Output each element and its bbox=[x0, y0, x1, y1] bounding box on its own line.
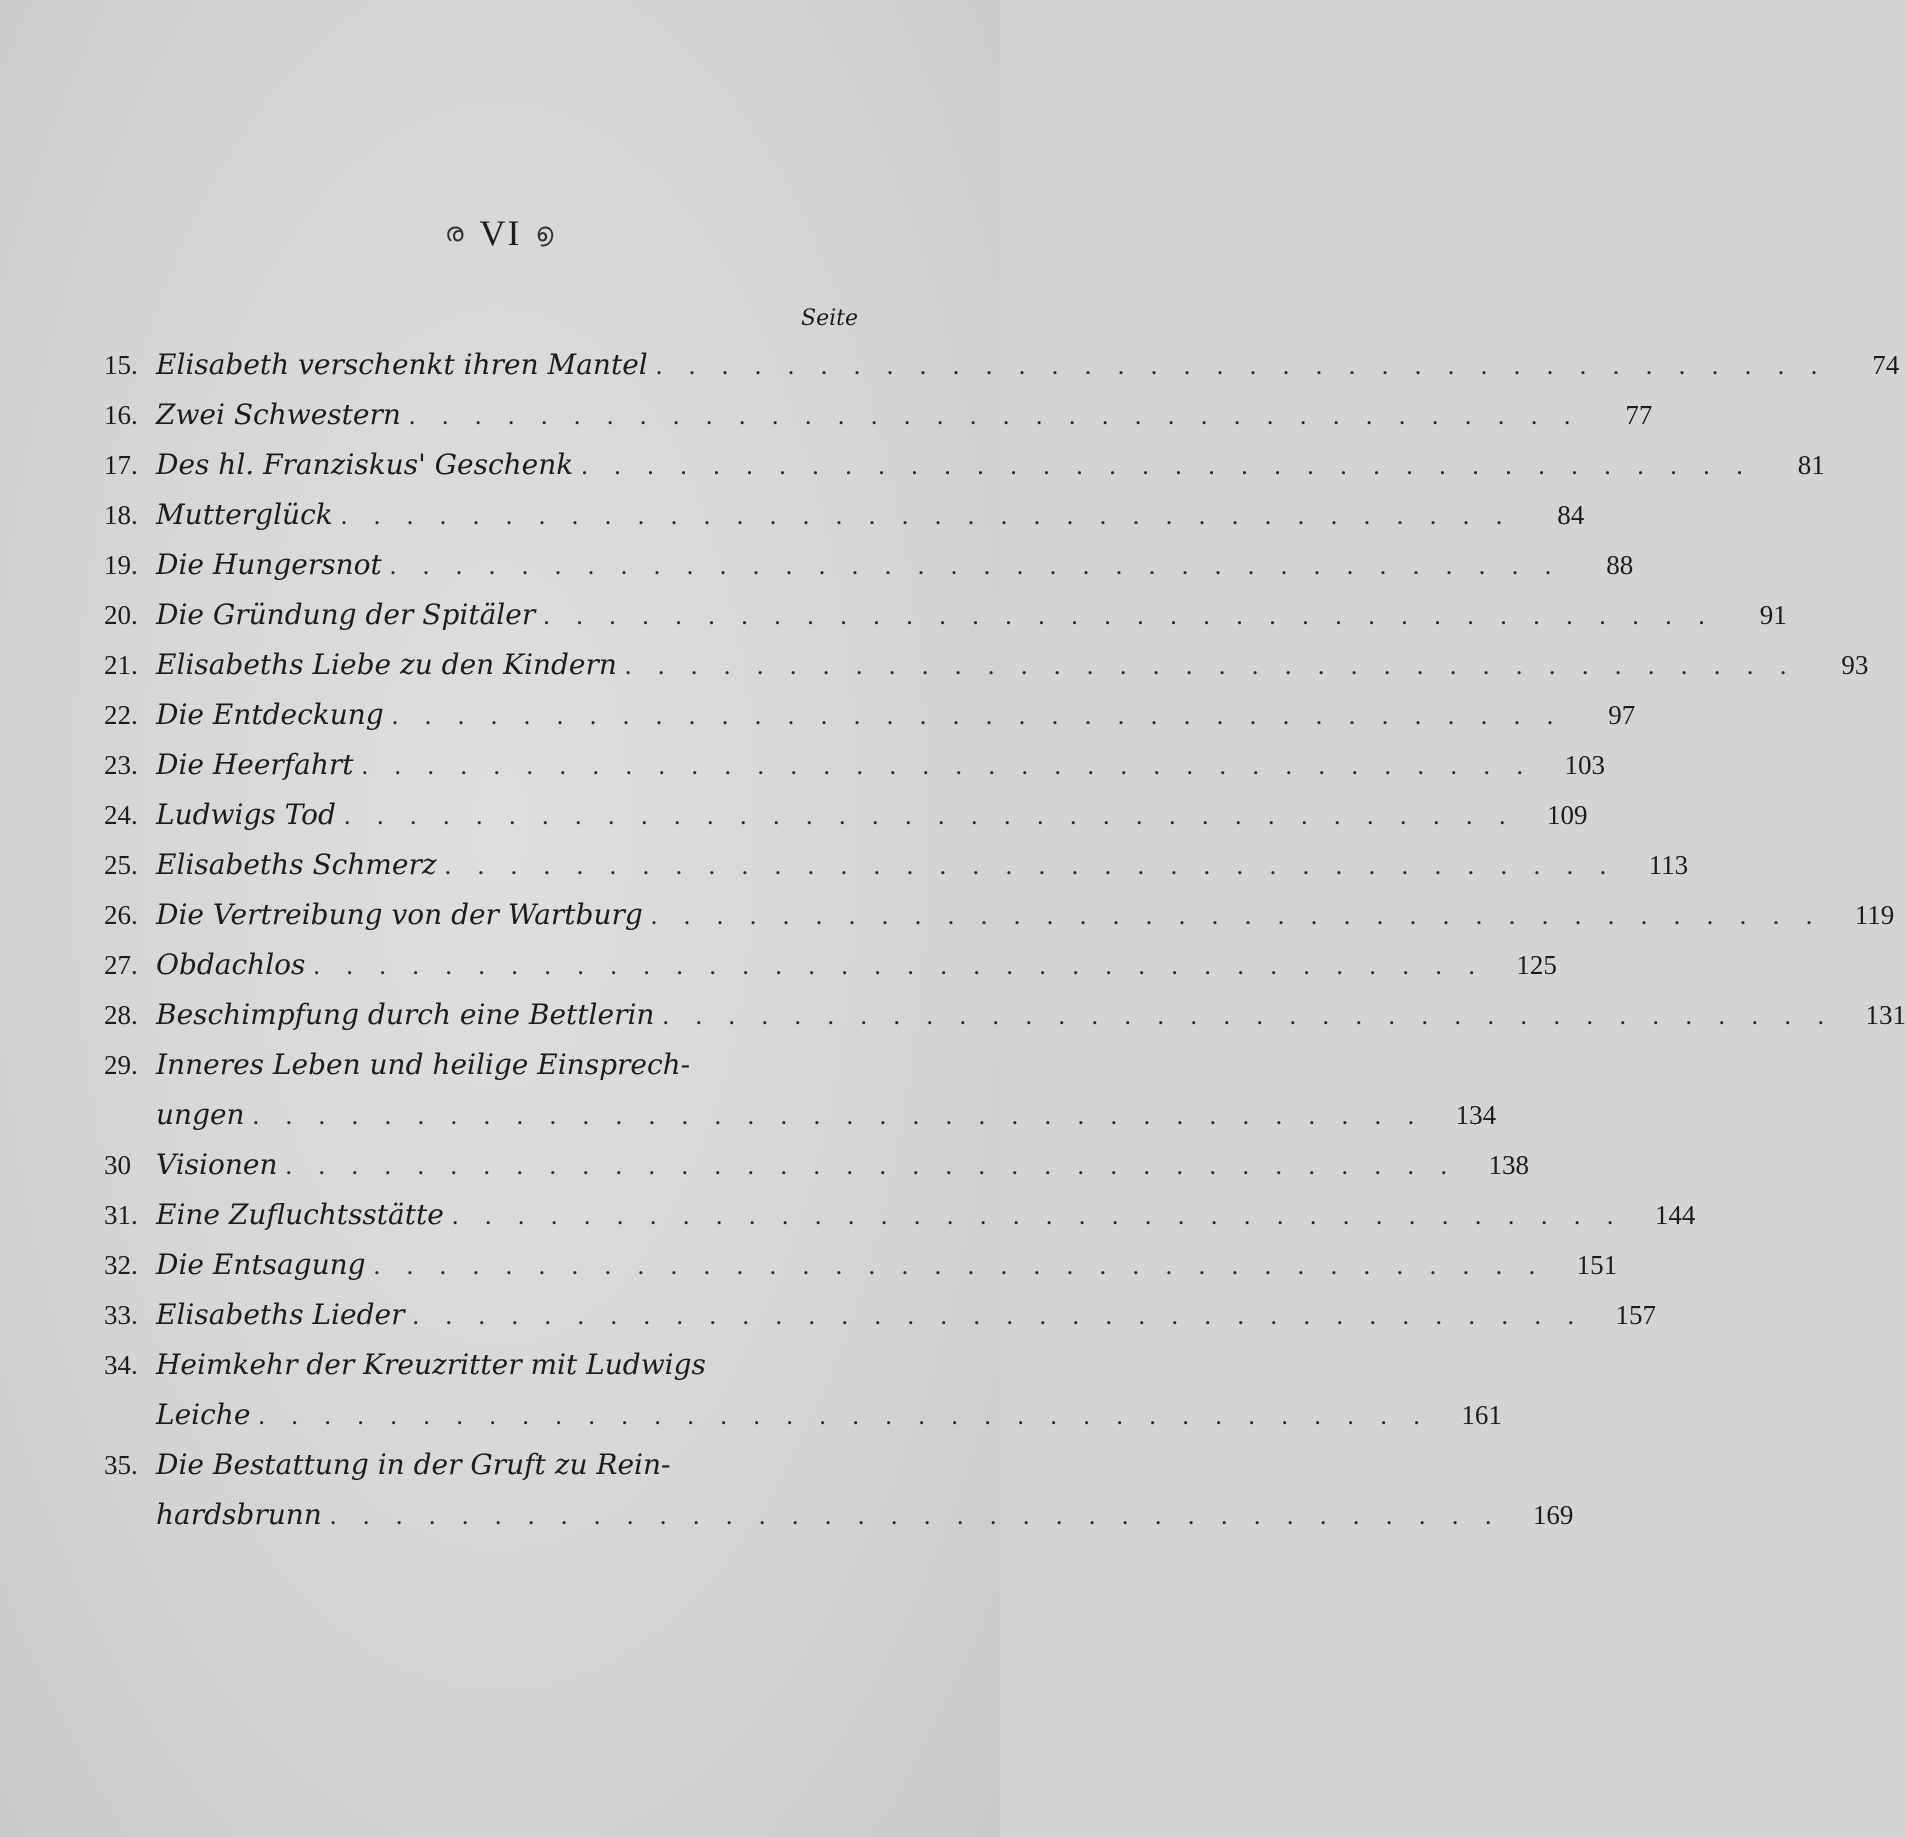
toc-entry-page: 144 bbox=[1654, 1200, 1696, 1230]
dot-leader: . . . . . . . . . . . . . . . . . . . . . . . . . . . . . . . . . . . . bbox=[451, 1201, 1624, 1230]
toc-entry bbox=[104, 990, 1906, 1040]
toc-entry-title: Zwei Schwestern bbox=[156, 398, 401, 431]
toc-entry-page: 131 bbox=[1865, 1000, 1906, 1030]
toc-entry-title: Die Heerfahrt bbox=[156, 748, 354, 781]
toc-entry-line bbox=[104, 440, 1825, 490]
table-of-contents bbox=[104, 340, 1906, 1540]
toc-entry-page: 81 bbox=[1797, 450, 1825, 480]
toc-entry-title-continued: ungen bbox=[156, 1098, 245, 1131]
toc-entry-line bbox=[104, 790, 1588, 840]
toc-entry-title: Obdachlos bbox=[156, 948, 306, 981]
toc-entry-title: Visionen bbox=[156, 1148, 278, 1181]
page-roman-numeral: VI bbox=[479, 213, 522, 253]
toc-entry-line bbox=[104, 1340, 862, 1390]
dot-leader: . . . . . . . . . . . . . . . . . . . . . . . . . . . . . . . . . . . . bbox=[408, 401, 1581, 430]
dot-leader: . . . . . . . . . . . . . . . . . . . . . . . . . . . . . . . . . . . . bbox=[412, 1301, 1584, 1330]
toc-entry-page: 169 bbox=[1532, 1500, 1574, 1530]
toc-entry-number: 15. bbox=[104, 350, 138, 380]
toc-entry-title: Die Entsagung bbox=[156, 1248, 366, 1281]
toc-entry-page: 88 bbox=[1606, 550, 1634, 580]
toc-entry-page: 93 bbox=[1841, 650, 1869, 680]
toc-entry-number: 22. bbox=[104, 700, 138, 730]
toc-entry-number: 17. bbox=[104, 450, 138, 480]
ornament-left-icon: ര bbox=[444, 218, 466, 247]
toc-entry-number: 26. bbox=[104, 900, 138, 930]
toc-entry-title: Elisabeths Liebe zu den Kindern bbox=[156, 648, 617, 681]
toc-entry-number: 28. bbox=[104, 1000, 138, 1030]
toc-entry-page: 134 bbox=[1455, 1100, 1497, 1130]
toc-entry bbox=[104, 390, 1653, 440]
toc-entry-line bbox=[104, 740, 1606, 790]
toc-entry-line bbox=[104, 640, 1869, 690]
toc-entry-title: Eine Zufluchtsstätte bbox=[156, 1198, 444, 1231]
page-header bbox=[0, 212, 1000, 254]
toc-entry-page: 151 bbox=[1576, 1250, 1618, 1280]
dot-leader: . . . . . . . . . . . . . . . . . . . . . . . . . . . . . . . . . . . . bbox=[662, 1001, 1834, 1030]
toc-entry-page: 77 bbox=[1625, 400, 1653, 430]
dot-leader: . . . . . . . . . . . . . . . . . . . . . . . . . . . . . . . . . . . . bbox=[361, 751, 1534, 780]
toc-entry-title: Die Bestattung in der Gruft zu Rein- bbox=[156, 1448, 671, 1481]
toc-entry-page: 161 bbox=[1461, 1400, 1502, 1430]
toc-entry bbox=[104, 740, 1606, 790]
toc-entry-line bbox=[104, 840, 1689, 890]
dot-leader: . . . . . . . . . . . . . . . . . . . . . . . . . . . . . . . . . . . . bbox=[285, 1151, 1458, 1180]
dot-leader: . . . . . . . . . . . . . . . . . . . . . . . . . . . . . . . . . . . . bbox=[391, 701, 1564, 730]
toc-entry bbox=[104, 490, 1585, 540]
toc-entry-page: 103 bbox=[1564, 750, 1606, 780]
toc-entry-number: 21. bbox=[104, 650, 138, 680]
column-label-seite: Seite bbox=[801, 306, 858, 331]
toc-entry-number: 23. bbox=[104, 750, 138, 780]
toc-entry-title: Beschimpfung durch eine Bettlerin bbox=[156, 998, 655, 1031]
toc-entry-page: 84 bbox=[1557, 500, 1585, 530]
toc-entry-line-continued bbox=[104, 1490, 1574, 1540]
toc-entry bbox=[104, 590, 1787, 640]
toc-entry bbox=[104, 340, 1900, 390]
toc-entry bbox=[104, 440, 1825, 490]
dot-leader: . . . . . . . . . . . . . . . . . . . . . . . . . . . . . . . . . . . . bbox=[624, 651, 1797, 680]
toc-entry-title: Des hl. Franziskus' Geschenk bbox=[156, 448, 574, 481]
toc-entry-line bbox=[104, 390, 1653, 440]
dot-leader: . . . . . . . . . . . . . . . . . . . . . . . . . . . . . . . . . . . . bbox=[258, 1401, 1430, 1430]
toc-entry-page: 157 bbox=[1615, 1300, 1656, 1330]
toc-entry-number: 16. bbox=[104, 400, 138, 430]
toc-entry-number: 31. bbox=[104, 1200, 138, 1230]
toc-entry-number: 20. bbox=[104, 600, 138, 630]
dot-leader: . . . . . . . . . . . . . . . . . . . . . . . . . . . . . . . . . . . . bbox=[313, 951, 1485, 980]
dot-leader: . . . . . . . . . . . . . . . . . . . . . . . . . . . . . . . . . . . . bbox=[655, 351, 1828, 380]
toc-entry-number: 18. bbox=[104, 500, 138, 530]
toc-entry-title: Heimkehr der Kreuzritter mit Ludwigs bbox=[156, 1348, 706, 1381]
dot-leader: . . . . . . . . . . . . . . . . . . . . . . . . . . . . . . . . . . . . bbox=[650, 901, 1823, 930]
toc-entry bbox=[104, 690, 1636, 740]
toc-entry-line-continued bbox=[104, 1090, 1497, 1140]
dot-leader: . . . . . . . . . . . . . . . . . . . . . . . . . . . . . . . . . . . . bbox=[444, 851, 1617, 880]
toc-entry-title: Inneres Leben und heilige Einsprech- bbox=[156, 1048, 691, 1081]
toc-entry-page: 74 bbox=[1872, 350, 1900, 380]
toc-entry-line bbox=[104, 490, 1585, 540]
toc-entry bbox=[104, 1140, 1530, 1190]
toc-entry bbox=[104, 1340, 1502, 1440]
dot-leader: . . . . . . . . . . . . . . . . . . . . . . . . . . . . . . . . . . . . bbox=[329, 1501, 1502, 1530]
toc-entry-line bbox=[104, 340, 1900, 390]
toc-entry-number: 25. bbox=[104, 850, 138, 880]
toc-entry-page: 125 bbox=[1516, 950, 1557, 980]
toc-entry-line bbox=[104, 1440, 862, 1490]
toc-entry-line bbox=[104, 1140, 1530, 1190]
toc-entry bbox=[104, 1240, 1618, 1290]
toc-entry-title: Ludwigs Tod bbox=[156, 798, 336, 831]
toc-entry-number: 19. bbox=[104, 550, 138, 580]
dot-leader: . . . . . . . . . . . . . . . . . . . . . . . . . . . . . . . . . . . . bbox=[581, 451, 1753, 480]
toc-entry-line bbox=[104, 690, 1636, 740]
toc-entry bbox=[104, 1290, 1656, 1340]
toc-entry bbox=[104, 790, 1588, 840]
toc-entry-title: Die Entdeckung bbox=[156, 698, 384, 731]
toc-entry-line bbox=[104, 990, 1906, 1040]
dot-leader: . . . . . . . . . . . . . . . . . . . . . . . . . . . . . . . . . . . . bbox=[389, 551, 1562, 580]
toc-entry bbox=[104, 1040, 1497, 1140]
toc-entry-number: 35. bbox=[104, 1450, 138, 1480]
toc-entry-line bbox=[104, 1040, 862, 1090]
toc-entry bbox=[104, 640, 1869, 690]
toc-entry-title: Elisabeths Schmerz bbox=[156, 848, 437, 881]
toc-entry-title: Mutterglück bbox=[156, 498, 333, 531]
toc-entry-page: 97 bbox=[1608, 700, 1636, 730]
toc-entry bbox=[104, 1190, 1696, 1240]
dot-leader: . . . . . . . . . . . . . . . . . . . . . . . . . . . . . . . . . . . . bbox=[343, 801, 1516, 830]
toc-entry-page: 119 bbox=[1854, 900, 1895, 930]
ornament-right-icon: ൭ bbox=[535, 218, 556, 247]
dot-leader: . . . . . . . . . . . . . . . . . . . . . . . . . . . . . . . . . . . . bbox=[252, 1101, 1425, 1130]
toc-entry bbox=[104, 940, 1557, 990]
toc-entry-number: 29. bbox=[104, 1050, 138, 1080]
toc-entry-line bbox=[104, 540, 1634, 590]
dot-leader: . . . . . . . . . . . . . . . . . . . . . . . . . . . . . . . . . . . . bbox=[340, 501, 1513, 530]
toc-entry-line bbox=[104, 590, 1787, 640]
toc-entry-line bbox=[104, 1290, 1656, 1340]
toc-entry-number: 32. bbox=[104, 1250, 138, 1280]
toc-entry-page: 138 bbox=[1488, 1150, 1530, 1180]
toc-entry bbox=[104, 840, 1689, 890]
toc-entry-line bbox=[104, 1240, 1618, 1290]
toc-entry-title: Die Gründung der Spitäler bbox=[156, 598, 536, 631]
toc-entry-number: 30 bbox=[104, 1150, 131, 1180]
dot-leader: . . . . . . . . . . . . . . . . . . . . . . . . . . . . . . . . . . . . bbox=[543, 601, 1715, 630]
toc-entry bbox=[104, 540, 1634, 590]
toc-entry-line bbox=[104, 1190, 1696, 1240]
toc-entry-page: 91 bbox=[1759, 600, 1787, 630]
toc-entry-number: 33. bbox=[104, 1300, 138, 1330]
toc-entry-title-continued: hardsbrunn bbox=[156, 1498, 322, 1531]
toc-entry bbox=[104, 890, 1895, 940]
toc-entry-title: Elisabeths Lieder bbox=[156, 1298, 405, 1331]
dot-leader: . . . . . . . . . . . . . . . . . . . . . . . . . . . . . . . . . . . . bbox=[373, 1251, 1546, 1280]
toc-entry-page: 109 bbox=[1546, 800, 1588, 830]
toc-entry-line bbox=[104, 890, 1895, 940]
toc-entry-line bbox=[104, 940, 1557, 990]
toc-entry-title-continued: Leiche bbox=[156, 1398, 251, 1431]
toc-entry-line-continued bbox=[104, 1390, 1502, 1440]
toc-entry-number: 34. bbox=[104, 1350, 138, 1380]
toc-entry bbox=[104, 1440, 1574, 1540]
toc-entry-number: 27. bbox=[104, 950, 138, 980]
toc-entry-title: Die Hungersnot bbox=[156, 548, 382, 581]
toc-entry-number: 24. bbox=[104, 800, 138, 830]
toc-entry-title: Die Vertreibung von der Wartburg bbox=[156, 898, 643, 931]
toc-entry-title: Elisabeth verschenkt ihren Mantel bbox=[156, 348, 648, 381]
toc-entry-page: 113 bbox=[1648, 850, 1689, 880]
